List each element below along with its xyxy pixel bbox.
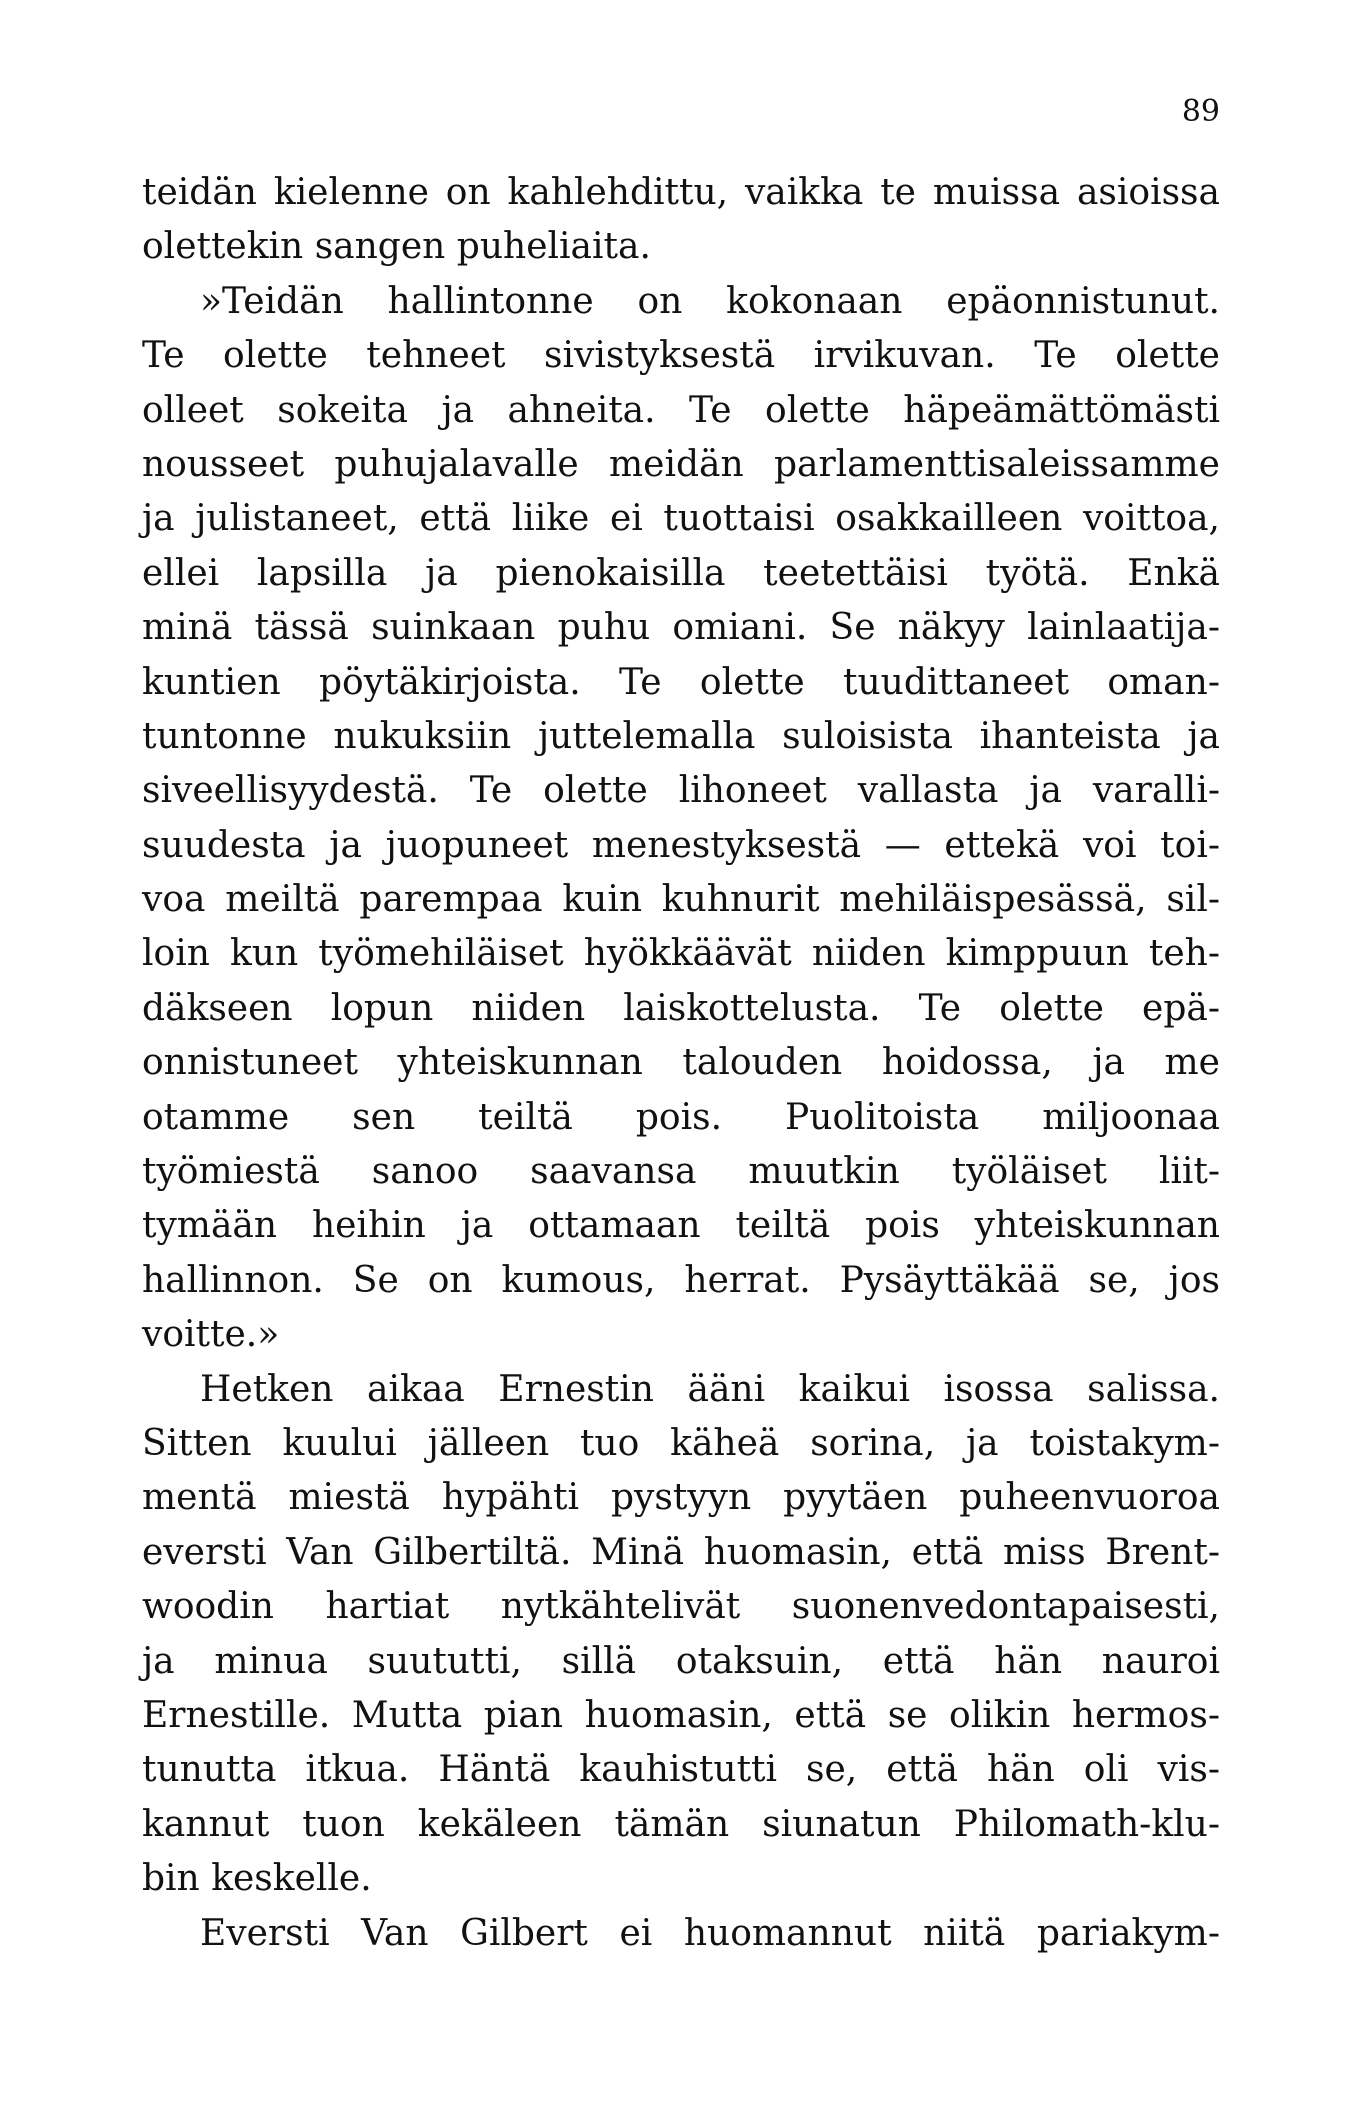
text-line: »Teidän hallintonne on kokonaan epäonnistunut. [200, 280, 1220, 322]
text-line: hallinnon. Se on kumous, herrat. Pysäyttäkää se, jos [142, 1259, 1220, 1301]
text-line: siveellisyydestä. Te olette lihoneet vallasta ja varalli- [142, 770, 1220, 812]
text-line: otamme sen teiltä pois. Puolitoista miljoonaa [142, 1096, 1220, 1138]
text-line: työmiestä sanoo saavansa muutkin työläiset liit- [142, 1151, 1220, 1193]
text-line: voa meiltä parempaa kuin kuhnurit mehiläispesässä, sil- [142, 879, 1220, 921]
text-line: Sitten kuului jälleen tuo käheä sorina, ja toistakym- [142, 1422, 1220, 1464]
text-line: tuntonne nukuksiin juttelemalla suloisista ihanteista ja [142, 715, 1220, 757]
text-line: Te olette tehneet sivistyksestä irvikuvan. Te olette [142, 335, 1220, 377]
text-line: voitte.» [142, 1314, 280, 1356]
text-line: olettekin sangen puheliaita. [142, 226, 651, 268]
text-line: eversti Van Gilbertiltä. Minä huomasin, että miss Brent- [142, 1531, 1220, 1573]
text-line: olleet sokeita ja ahneita. Te olette häpeämättömästi [142, 389, 1220, 431]
body-text [142, 166, 1220, 1961]
text-line: däkseen lopun niiden laiskottelusta. Te olette epä- [142, 987, 1220, 1029]
text-line: teidän kielenne on kahlehdittu, vaikka te muissa asioissa [142, 172, 1220, 213]
text-line: ellei lapsilla ja pienokaisilla teetettäisi työtä. Enkä [142, 552, 1220, 594]
text-line: onnistuneet yhteiskunnan talouden hoidossa, ja me [142, 1042, 1220, 1084]
text-line: tunutta itkua. Häntä kauhistutti se, että hän oli vis- [142, 1749, 1220, 1791]
text-line: kannut tuon kekäleen tämän siunatun Philomath-klu- [142, 1803, 1220, 1845]
text-line: bin keskelle. [142, 1858, 372, 1900]
text-line: kuntien pöytäkirjoista. Te olette tuudittaneet oman- [142, 661, 1220, 703]
text-line: ja minua suututti, sillä otaksuin, että hän nauroi [142, 1640, 1220, 1682]
text-line: Eversti Van Gilbert ei huomannut niitä pariakym- [200, 1912, 1220, 1954]
text-line: nousseet puhujalavalle meidän parlamenttisaleissamme [142, 443, 1220, 485]
text-line: minä tässä suinkaan puhu omiani. Se näkyy lainlaatija- [142, 607, 1220, 649]
text-line: tymään heihin ja ottamaan teiltä pois yhteiskunnan [142, 1205, 1220, 1247]
text-line: loin kun työmehiläiset hyökkäävät niiden kimppuun teh- [142, 933, 1220, 975]
text-line: Hetken aikaa Ernestin ääni kaikui isossa salissa. [200, 1368, 1220, 1410]
text-line: mentä miestä hypähti pystyyn pyytäen puheenvuoroa [142, 1477, 1220, 1519]
text-line: Ernestille. Mutta pian huomasin, että se olikin hermos- [142, 1694, 1220, 1736]
text-line: woodin hartiat nytkähtelivät suonenvedontapaisesti, [142, 1586, 1220, 1628]
page-number: 89 [1181, 94, 1220, 129]
text-line: suudesta ja juopuneet menestyksestä — ettekä voi toi- [142, 824, 1220, 866]
text-line: ja julistaneet, että liike ei tuottaisi osakkailleen voittoa, [142, 498, 1220, 540]
